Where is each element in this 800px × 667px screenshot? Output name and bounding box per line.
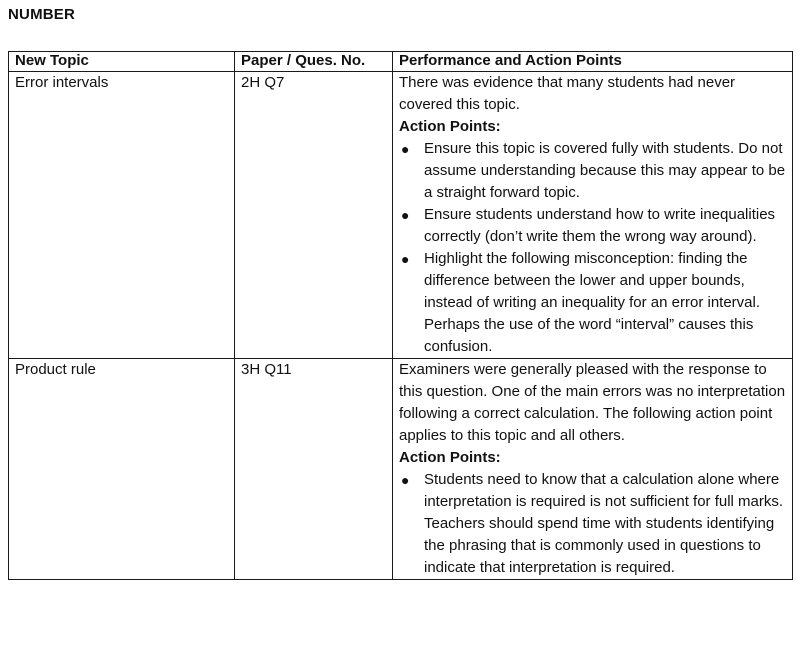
bullet-icon: ●	[401, 207, 410, 223]
performance-text: There was evidence that many students had never covered this topic.	[399, 74, 736, 113]
bullet-icon: ●	[401, 141, 410, 157]
paper-cell: 2H Q7	[235, 72, 393, 359]
bullet-icon: ●	[401, 472, 410, 488]
action-point-text: Ensure this topic is covered fully with students. Do not assume understanding because this may appear to be a straight forward topic.	[424, 140, 786, 201]
action-point-text: Students need to know that a calculation alone where interpretation is required is not sufficient for full marks. Teachers should spend time with students identifying the phrasing that is commonly used in questions to indicate that interpretation is required.	[424, 471, 784, 576]
section-heading: NUMBER	[8, 6, 76, 23]
action-point-text: Ensure students understand how to write inequalities correctly (don’t write them the wrong way around).	[424, 206, 776, 245]
topic-cell: Error intervals	[9, 72, 235, 359]
list-item	[399, 248, 786, 358]
list-item	[399, 469, 786, 579]
header-paper-question: Paper / Ques. No.	[235, 52, 393, 72]
table-header-row	[9, 52, 793, 72]
bullet-icon: ●	[401, 251, 410, 267]
table-row	[9, 72, 793, 359]
header-performance: Performance and Action Points	[393, 52, 793, 72]
performance-text: Examiners were generally pleased with the response to this question. One of the main errors was no interpretation following a correct calculation. The following action point applies to this topic and all others.	[399, 361, 786, 444]
list-item	[399, 138, 786, 204]
topic-cell: Product rule	[9, 359, 235, 580]
performance-cell	[393, 359, 793, 580]
topic-table	[8, 51, 793, 580]
action-points-label: Action Points:	[399, 118, 501, 135]
header-new-topic: New Topic	[9, 52, 235, 72]
action-points-list	[399, 138, 786, 358]
list-item	[399, 204, 786, 248]
table-row	[9, 359, 793, 580]
action-points-label: Action Points:	[399, 449, 501, 466]
action-point-text: Highlight the following misconception: finding the difference between the lower and upper bounds, instead of writing an inequality for an error interval. Perhaps the use of the word “interval” causes this confusion.	[424, 250, 761, 355]
performance-cell	[393, 72, 793, 359]
paper-cell: 3H Q11	[235, 359, 393, 580]
action-points-list	[399, 469, 786, 579]
